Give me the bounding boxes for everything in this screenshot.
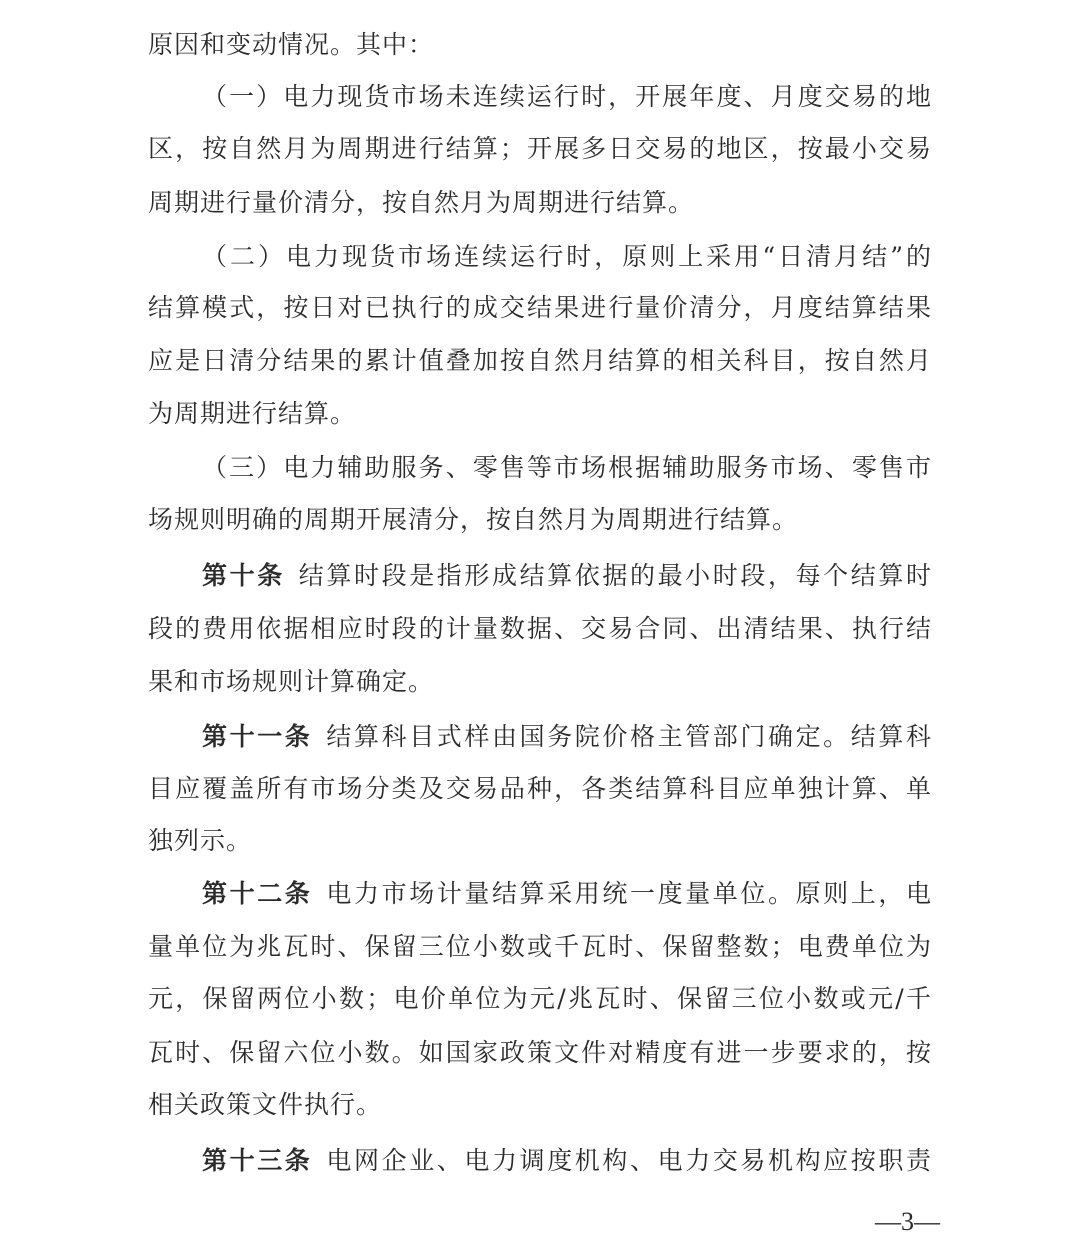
text-line: （一）电力现货市场未连续运行时，开展年度、月度交易的地: [202, 82, 932, 111]
text-line: 段的费用依据相应时段的计量数据、交易合同、出清结果、执行结: [148, 614, 932, 643]
article-number: 第十一条: [202, 722, 313, 751]
text-line: （二）电力现货市场连续运行时，原则上采用“日清月结”的: [202, 242, 932, 271]
article-text: 结算科目式样由国务院价格主管部门确定。结算科: [326, 722, 932, 751]
article-number: 第十三条: [202, 1146, 313, 1175]
text-line: 目应覆盖所有市场分类及交易品种，各类结算科目应单独计算、单: [148, 774, 932, 803]
article-text: 电网企业、电力调度机构、电力交易机构应按职责: [326, 1146, 932, 1175]
article-12-line: [202, 874, 932, 914]
text-line: 周期进行量价清分，按自然月为周期进行结算。: [148, 188, 695, 217]
text-line: 原因和变动情况。其中：: [148, 30, 435, 59]
text-line: 为周期进行结算。: [148, 399, 357, 428]
text-line: 果和市场规则计算确定。: [148, 667, 435, 696]
text-line: 元，保留两位小数；电价单位为元/兆瓦时、保留三位小数或元/千: [148, 984, 932, 1013]
article-10-line: [202, 556, 932, 596]
article-text: 结算时段是指形成结算依据的最小时段，每个结算时: [298, 561, 932, 590]
text-line: （三）电力辅助服务、零售等市场根据辅助服务市场、零售市: [202, 453, 932, 482]
text-line: 相关政策文件执行。: [148, 1090, 383, 1119]
text-line: 独列示。: [148, 826, 253, 855]
text-line: 量单位为兆瓦时、保留三位小数或千瓦时、保留整数；电费单位为: [148, 932, 932, 961]
text-line: 场规则明确的周期开展清分，按自然月为周期进行结算。: [148, 505, 799, 534]
article-text: 电力市场计量结算采用统一度量单位。原则上，电: [326, 879, 932, 908]
text-line: 结算模式，按日对已执行的成交结果进行量价清分，月度结算结果: [148, 293, 932, 322]
text-line: 瓦时、保留六位小数。如国家政策文件对精度有进一步要求的，按: [148, 1038, 932, 1067]
text-line: 区，按自然月为周期进行结算；开展多日交易的地区，按最小交易: [148, 134, 932, 163]
page-number: —3—: [875, 1207, 940, 1236]
article-number: 第十条: [202, 561, 285, 590]
article-13-line: [202, 1141, 932, 1181]
text-line: 应是日清分结果的累计值叠加按自然月结算的相关科目，按自然月: [148, 346, 932, 375]
article-11-line: [202, 717, 932, 757]
article-number: 第十二条: [202, 879, 313, 908]
